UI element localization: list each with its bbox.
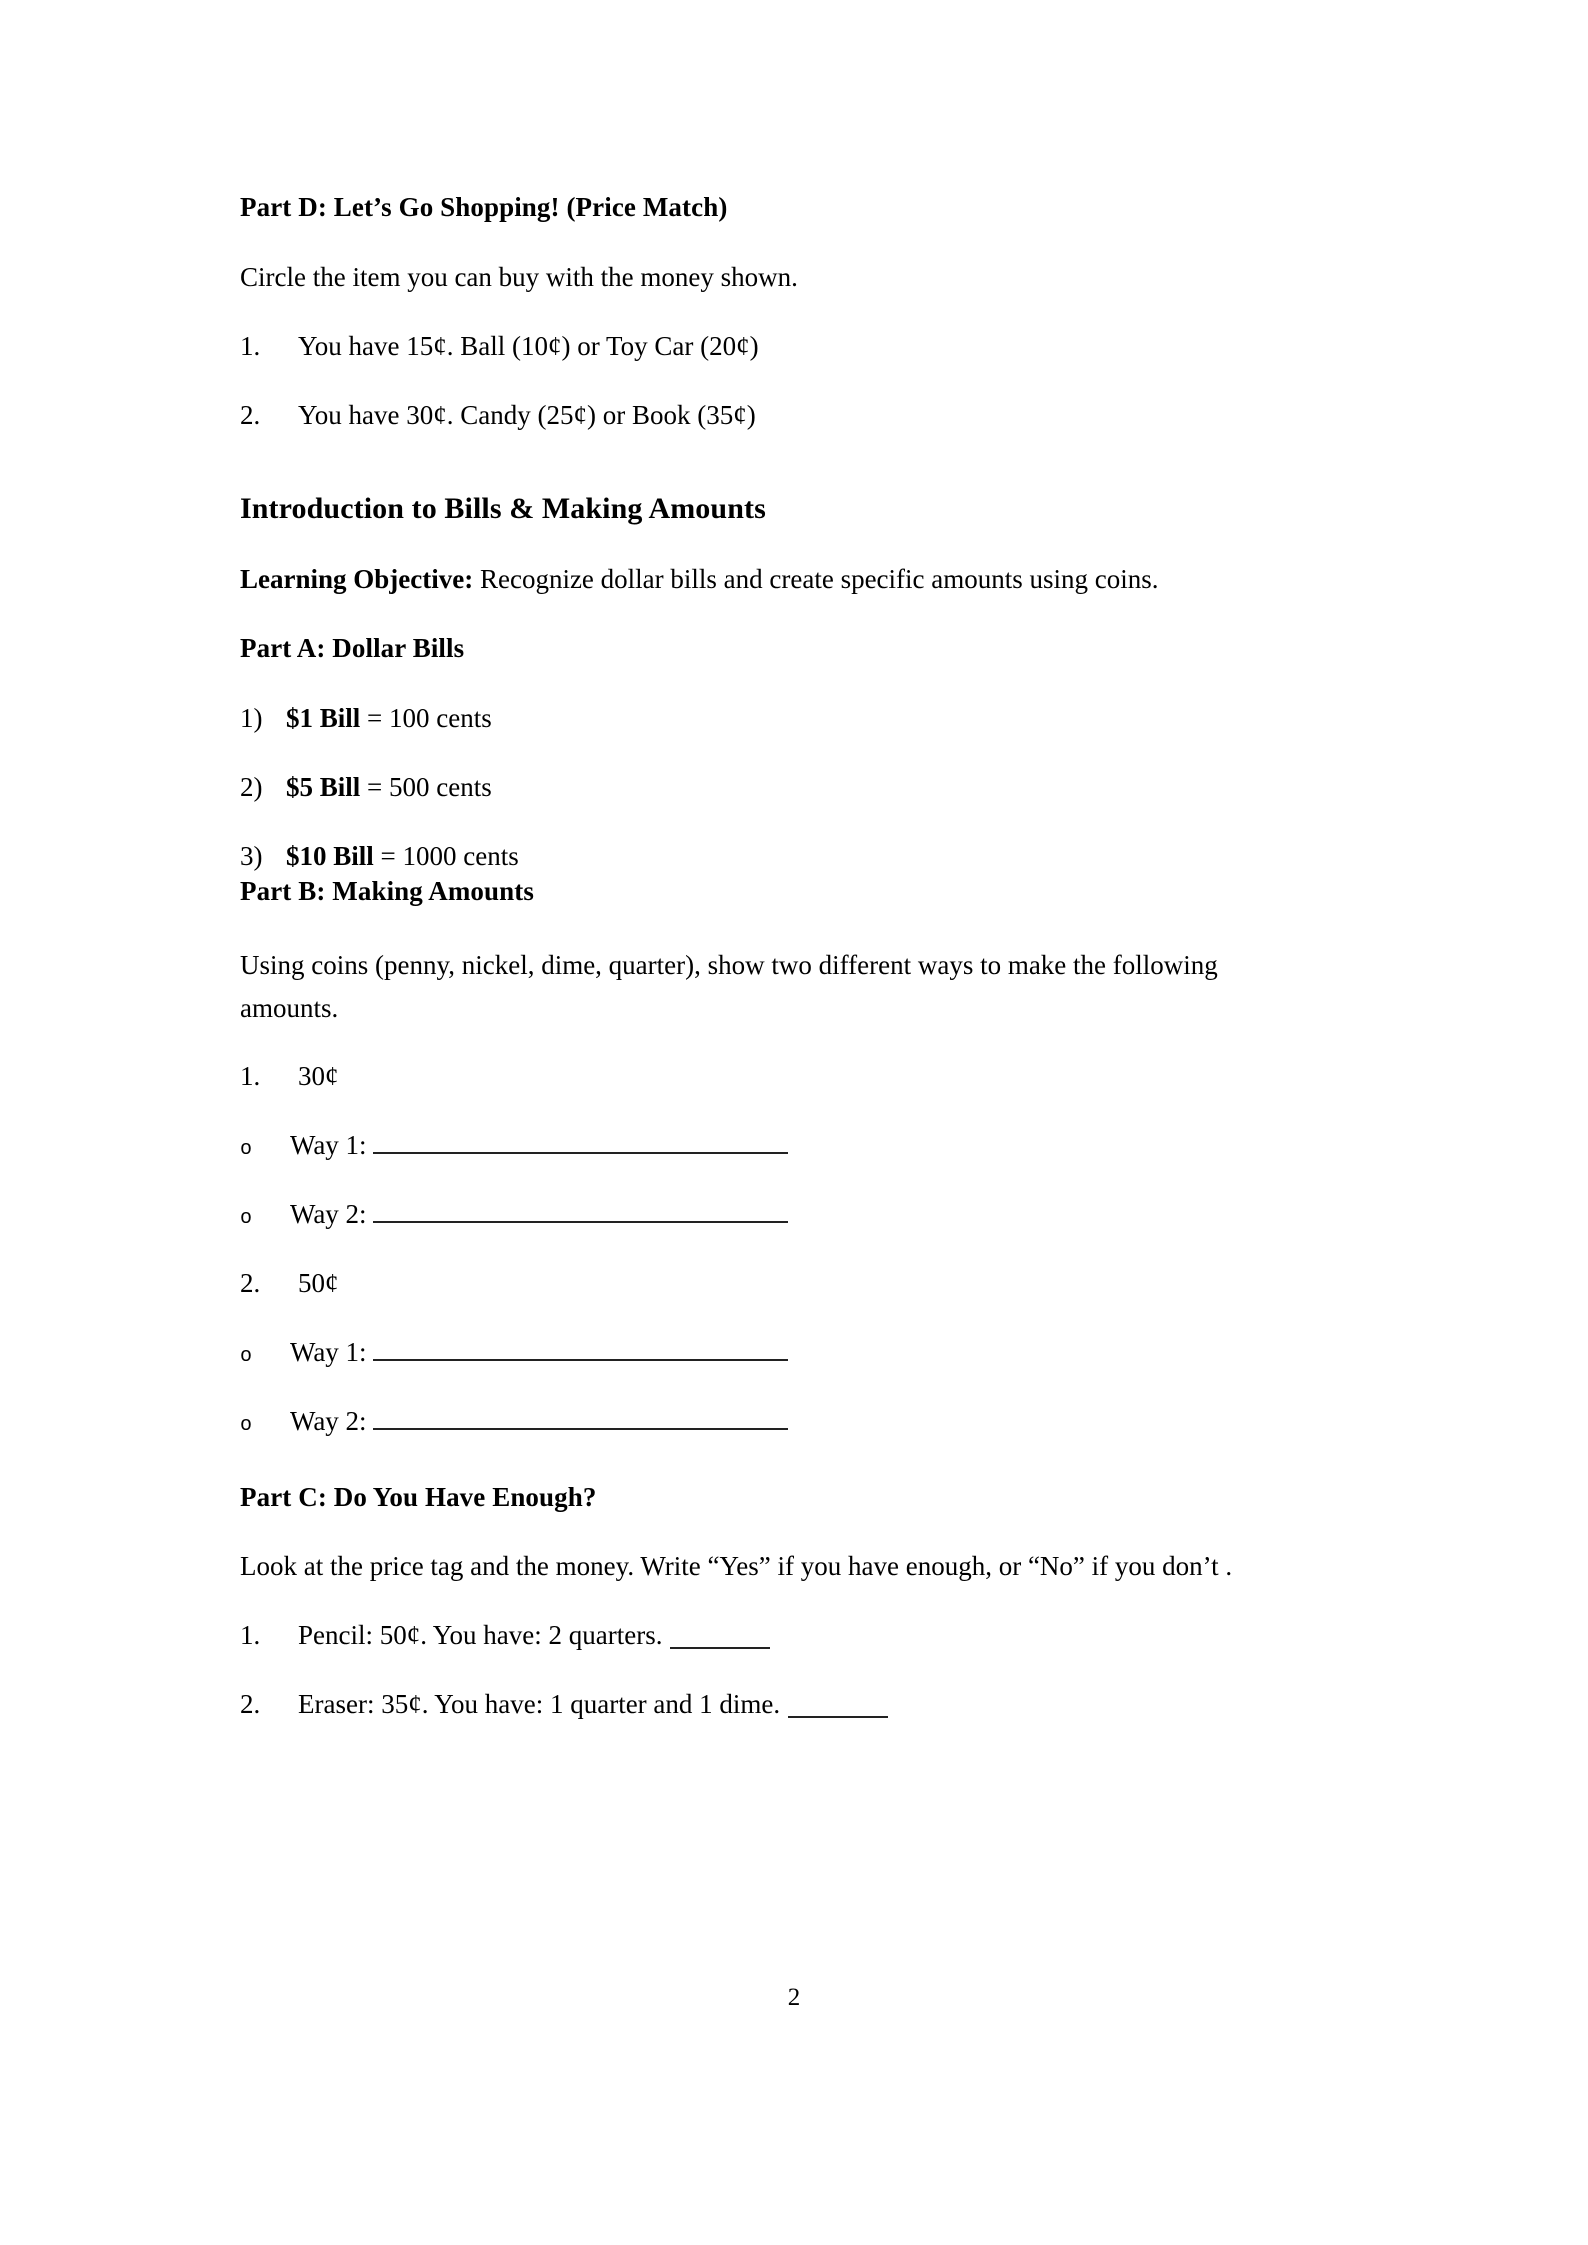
part-c-list <box>240 1618 1305 1722</box>
part-c-instruction: Look at the price tag and the money. Write “Yes” if you have enough, or “No” if you don’t . <box>240 1551 1233 1582</box>
part-c-heading: Part C: Do You Have Enough? <box>240 1481 597 1512</box>
list-marker: 3) <box>240 840 263 871</box>
learning-objective-label: Learning Objective: <box>240 563 474 594</box>
answer-blank[interactable] <box>373 1427 788 1430</box>
bill-name: $10 Bill <box>286 840 374 871</box>
part-b-ways-list <box>240 1128 1305 1232</box>
list-marker: 2. <box>240 1689 261 1720</box>
learning-objective-text: Recognize dollar bills and create specific amounts using coins. <box>473 563 1159 594</box>
answer-blank[interactable] <box>373 1151 788 1154</box>
amount-label: 30¢ <box>298 1061 339 1091</box>
way-label: Way 2: <box>290 1406 367 1437</box>
question-text: Eraser: 35¢. You have: 1 quarter and 1 dime. <box>298 1689 781 1720</box>
circle-bullet-icon: o <box>240 1345 253 1369</box>
amount-row <box>240 1059 1305 1094</box>
way-label: Way 2: <box>290 1199 367 1230</box>
way-item <box>240 1404 1305 1439</box>
section-title: Introduction to Bills & Making Amounts <box>240 491 766 525</box>
circle-bullet-icon: o <box>240 1138 253 1162</box>
part-b-list <box>240 1059 1305 1440</box>
bill-name: $1 Bill <box>286 702 361 733</box>
part-b-heading: Part B: Making Amounts <box>240 875 534 906</box>
question-text: Pencil: 50¢. You have: 2 quarters. <box>298 1620 663 1651</box>
bill-value: = 100 cents <box>360 702 492 733</box>
amount-row <box>240 1266 1305 1301</box>
way-label: Way 1: <box>290 1337 367 1368</box>
amount-label: 50¢ <box>298 1268 339 1299</box>
way-label: Way 1: <box>290 1130 367 1161</box>
list-marker: 2) <box>240 771 263 802</box>
part-d-list <box>240 329 1305 433</box>
part-d-instruction: Circle the item you can buy with the money shown. <box>240 261 798 292</box>
bill-name: $5 Bill <box>286 771 361 802</box>
list-marker: 2. <box>240 399 261 430</box>
list-marker: 1. <box>240 330 261 361</box>
way-item <box>240 1335 1305 1370</box>
list-item <box>240 329 1305 364</box>
page-content <box>240 190 1305 1722</box>
part-a-heading: Part A: Dollar Bills <box>240 633 465 663</box>
section-spacer <box>240 433 1305 489</box>
list-marker: 1. <box>240 1620 261 1651</box>
list-marker: 1. <box>240 1061 261 1091</box>
list-marker: 1) <box>240 702 263 733</box>
list-item-text <box>286 770 1305 805</box>
list-item-text <box>298 1687 1305 1722</box>
list-item-text: You have 15¢. Ball (10¢) or Toy Car (20¢) <box>298 330 759 361</box>
bill-value: = 1000 cents <box>373 840 519 871</box>
list-item-text <box>286 839 1305 874</box>
part-a-list <box>240 701 1305 874</box>
list-item-text: You have 30¢. Candy (25¢) or Book (35¢) <box>298 399 756 430</box>
circle-bullet-icon: o <box>240 1207 253 1231</box>
list-item <box>240 839 1305 874</box>
answer-blank[interactable] <box>373 1358 788 1361</box>
answer-blank[interactable] <box>670 1646 770 1649</box>
part-d-heading: Part D: Let’s Go Shopping! (Price Match) <box>240 192 728 222</box>
list-item <box>240 701 1305 736</box>
list-item <box>240 1687 1305 1722</box>
learning-objective <box>240 562 1305 597</box>
list-item <box>240 770 1305 805</box>
circle-bullet-icon: o <box>240 1414 253 1438</box>
list-item-text <box>286 701 1305 736</box>
part-b-ways-list <box>240 1335 1305 1439</box>
list-item <box>240 398 1305 433</box>
page-number: 2 <box>787 1984 801 2011</box>
way-item <box>240 1128 1305 1163</box>
answer-blank[interactable] <box>788 1715 888 1718</box>
list-item <box>240 1266 1305 1439</box>
way-item <box>240 1197 1305 1232</box>
part-b-instruction: Using coins (penny, nickel, dime, quarter), show two different ways to make the following amounts. <box>240 949 1218 1024</box>
answer-blank[interactable] <box>373 1220 788 1223</box>
bill-value: = 500 cents <box>360 771 492 802</box>
list-item <box>240 1618 1305 1653</box>
list-item <box>240 1059 1305 1232</box>
spacer <box>240 1440 1305 1446</box>
list-item-text <box>298 1618 1305 1653</box>
list-marker: 2. <box>240 1268 261 1299</box>
